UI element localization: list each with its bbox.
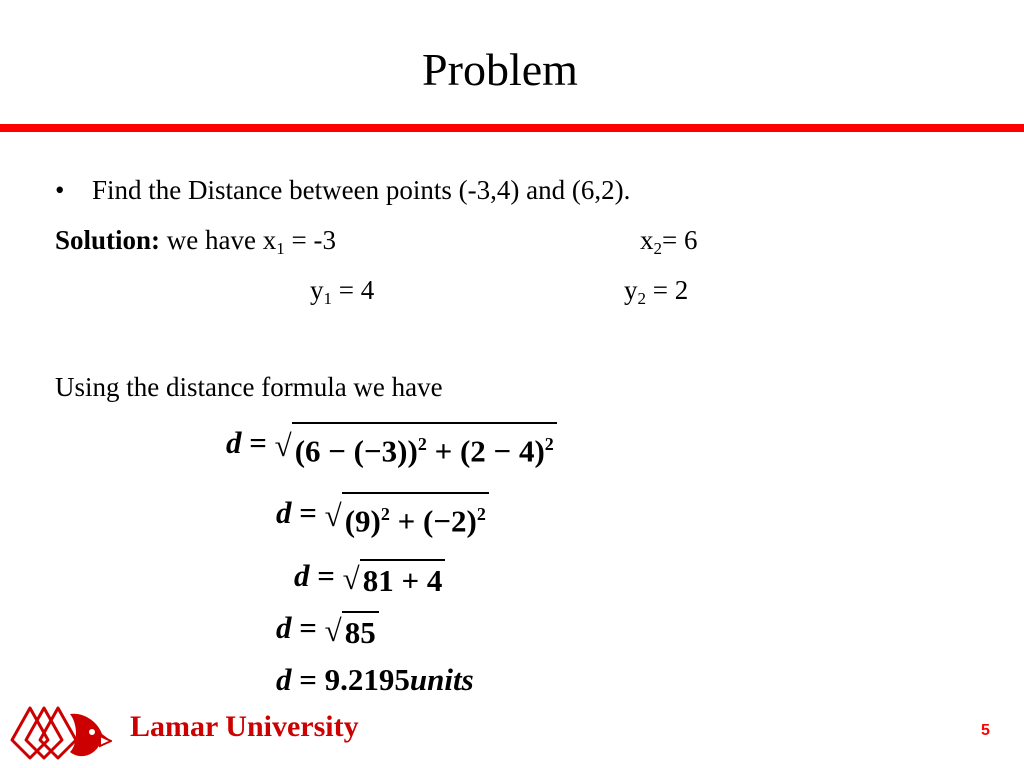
radical-sign: √ — [324, 612, 342, 648]
exponent: 2 — [476, 504, 486, 524]
bullet-text: Find the Distance between points (-3,4) and (6,2). — [91, 175, 631, 205]
equation-step-5 — [276, 662, 474, 698]
cardinal-logo-icon — [8, 700, 112, 762]
bullet-marker: • — [55, 175, 65, 205]
x1-value: = -3 — [284, 225, 336, 255]
plus-sign: + — [389, 503, 424, 539]
y1-value: = 4 — [332, 275, 375, 305]
equation-step-3 — [294, 558, 445, 599]
equals-sign: = — [291, 662, 325, 697]
y1-subscript: 1 — [323, 289, 332, 308]
y2-name: y — [624, 275, 638, 305]
result-unit: units — [409, 662, 474, 697]
radicand: 85 — [342, 611, 379, 651]
exponent: 2 — [544, 434, 554, 454]
equation-step-1 — [226, 422, 557, 469]
y2-subscript: 2 — [637, 289, 646, 308]
equation-step-2 — [276, 492, 489, 539]
variable-d: d — [276, 494, 292, 530]
x1-subscript: 1 — [276, 239, 285, 258]
x2-name: x — [640, 225, 654, 255]
radical-sign: √ — [324, 497, 342, 533]
y1-name: y — [310, 275, 324, 305]
term-b: (−2) — [423, 503, 477, 539]
variable-d: d — [294, 558, 310, 593]
term-a: (9) — [344, 503, 381, 539]
equals-sign: = — [291, 494, 325, 530]
y2-value: = 2 — [646, 275, 689, 305]
solution-intro: we have x — [166, 225, 277, 255]
term-a: (6 − (−3)) — [294, 433, 418, 469]
radicand — [342, 492, 489, 539]
variable-d: d — [226, 424, 242, 460]
equals-sign: = — [291, 610, 325, 645]
institution-name: Lamar University — [130, 710, 359, 743]
equation-step-4 — [276, 610, 379, 651]
equals-sign: = — [309, 558, 343, 593]
x2-line — [640, 224, 697, 256]
y2-line — [624, 274, 688, 306]
exponent: 2 — [380, 504, 390, 524]
variable-d: d — [276, 662, 292, 697]
term-b: (2 − 4) — [459, 433, 545, 469]
formula-intro: Using the distance formula we have — [55, 372, 443, 402]
x2-subscript: 2 — [653, 239, 662, 258]
radicand — [292, 422, 557, 469]
x2-value: = 6 — [662, 225, 698, 255]
exponent: 2 — [417, 434, 427, 454]
title-divider — [0, 124, 1024, 132]
solution-line-x — [55, 224, 336, 256]
radicand: 81 + 4 — [360, 559, 446, 599]
result-value: 9.2195 — [324, 662, 410, 697]
slide-title: Problem — [422, 44, 578, 95]
equals-sign: = — [241, 424, 275, 460]
y1-line — [310, 274, 374, 306]
bullet-line — [55, 174, 630, 206]
radical-sign: √ — [342, 560, 360, 596]
solution-label: Solution: — [55, 225, 161, 255]
radical-sign: √ — [274, 427, 292, 463]
page-number: 5 — [981, 722, 990, 739]
variable-d: d — [276, 610, 292, 645]
plus-sign: + — [426, 433, 460, 469]
